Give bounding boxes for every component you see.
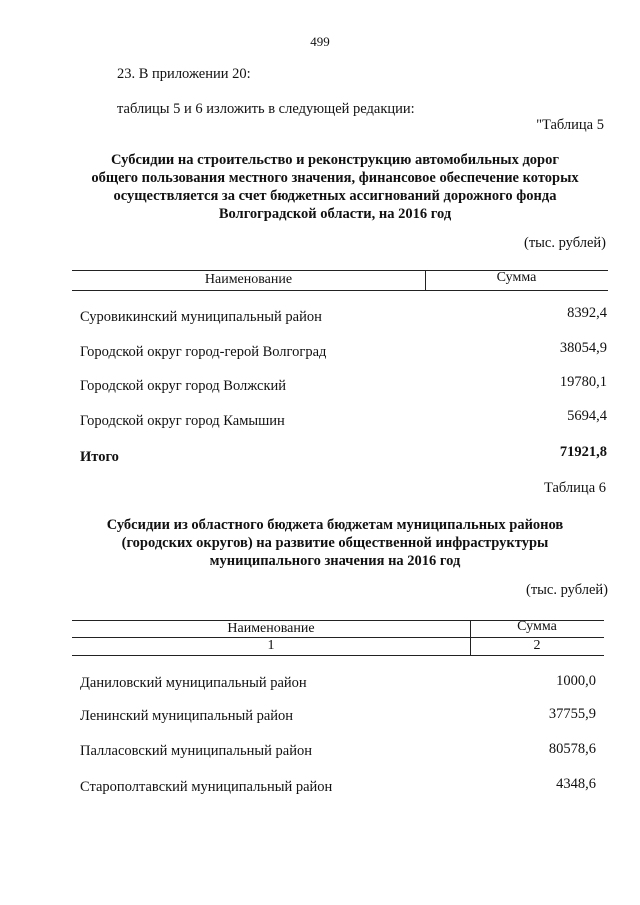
table6-row-value: 1000,0 xyxy=(556,673,596,689)
table6-header-name: Наименование xyxy=(227,621,315,636)
table6-row-value: 4348,6 xyxy=(556,776,596,792)
table6-column-number: 1 xyxy=(267,638,275,653)
amendment-item: 23. В приложении 20: xyxy=(117,66,251,82)
table5-total-value: 71921,8 xyxy=(559,444,607,460)
table5-header-rule xyxy=(72,290,608,291)
table6-title-line: Субсидии из областного бюджета бюджетам муниципальных районов xyxy=(106,517,564,533)
table6-row-value: 37755,9 xyxy=(548,706,596,722)
table5-row-value: 5694,4 xyxy=(567,408,607,424)
table5-row-name: Городской округ город Волжский xyxy=(80,378,287,394)
table5-row-value: 19780,1 xyxy=(559,374,607,390)
page-number: 499 xyxy=(310,34,330,49)
table6-title xyxy=(70,516,600,570)
table5-title-line: общего пользования местного значения, финансовое обеспечение которых xyxy=(91,170,579,186)
table6-caption: Таблица 6 xyxy=(543,480,606,496)
table6-unit: (тыс. рублей) xyxy=(526,582,608,598)
table6-row-name: Старополтавский муниципальный район xyxy=(80,779,333,795)
table6-title-line: муниципального значения на 2016 год xyxy=(209,553,461,569)
table5-header-sum: Сумма xyxy=(496,270,537,285)
table5-unit: (тыс. рублей) xyxy=(524,235,606,251)
table6-column-number: 2 xyxy=(533,638,541,653)
amendment-instruction: таблицы 5 и 6 изложить в следующей редакции: xyxy=(117,101,415,117)
table6-header-rule xyxy=(72,655,604,656)
table6-title-line: (городских округов) на развитие общественной инфраструктуры xyxy=(121,535,549,551)
table5-title-line: осуществляется за счет бюджетных ассигнований дорожного фонда xyxy=(113,188,557,204)
table5-row-value: 38054,9 xyxy=(559,340,607,356)
table6-row-name: Палласовский муниципальный район xyxy=(80,743,312,759)
table5-caption: "Таблица 5 xyxy=(536,117,604,133)
table5-total-name: Итого xyxy=(80,449,119,465)
table5-row-name: Городской округ город-герой Волгоград xyxy=(80,344,327,360)
table5-row-name: Суровикинский муниципальный район xyxy=(80,309,322,325)
table5-row-value: 8392,4 xyxy=(567,305,607,321)
table5-title-line: Субсидии на строительство и реконструкцию автомобильных дорог xyxy=(111,152,559,168)
table6-header-sum: Сумма xyxy=(517,619,557,634)
table6-row-name: Даниловский муниципальный район xyxy=(80,675,307,691)
table5-title-line: Волгоградской области, на 2016 год xyxy=(218,206,452,222)
table5-header-name: Наименование xyxy=(204,272,293,287)
table5-row-name: Городской округ город Камышин xyxy=(80,413,285,429)
table6-row-name: Ленинский муниципальный район xyxy=(80,708,294,724)
table6-row-value: 80578,6 xyxy=(548,741,596,757)
table5-title xyxy=(70,151,600,223)
